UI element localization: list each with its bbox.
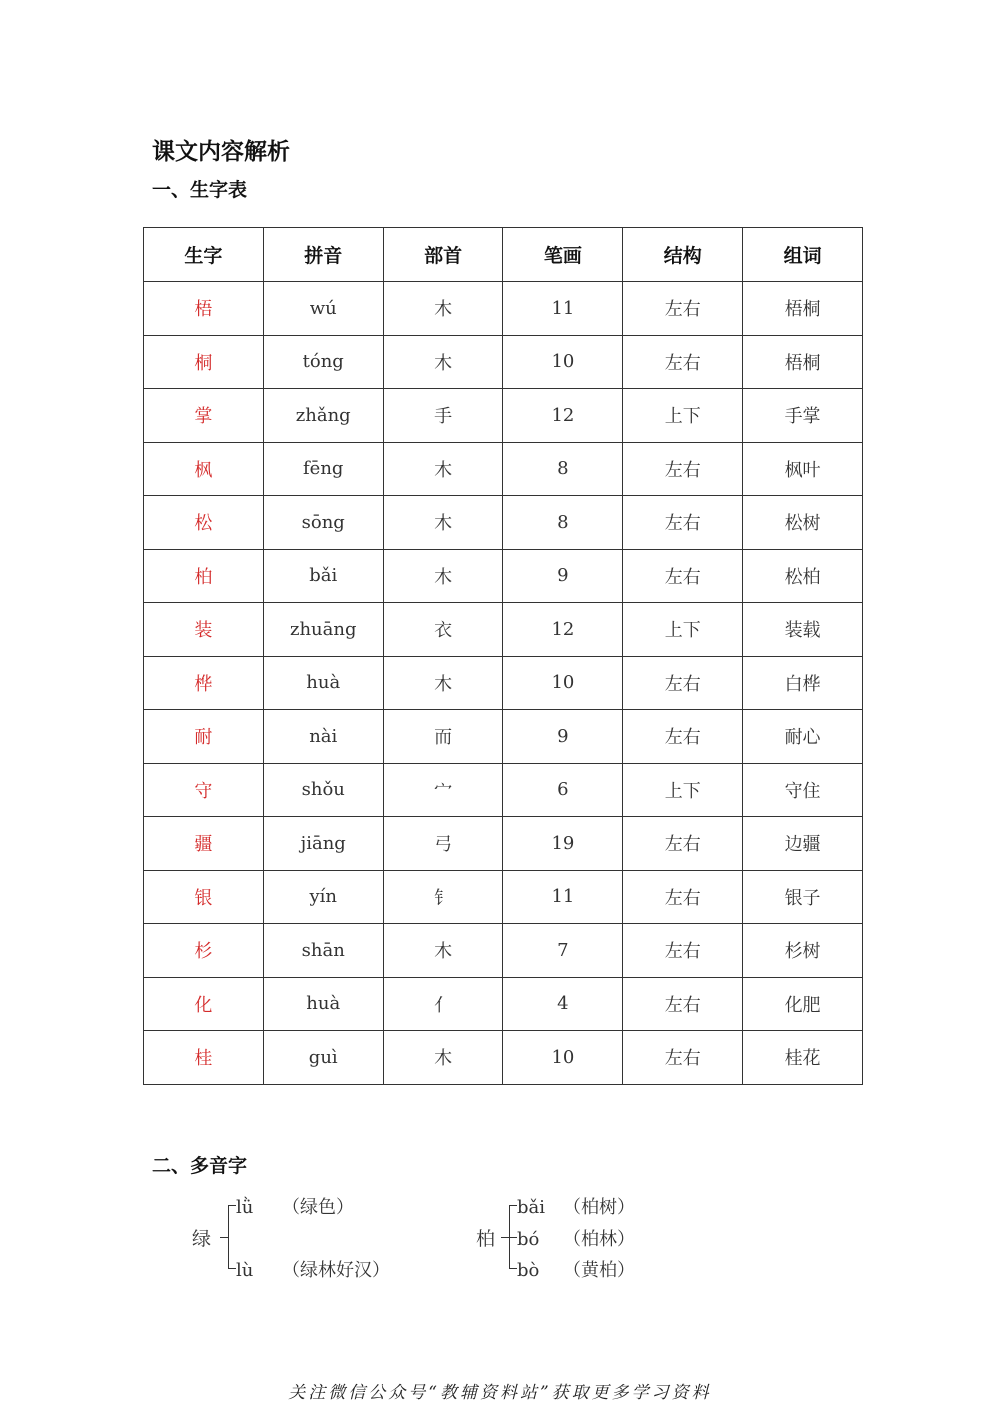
polyphone-group-lv xyxy=(190,1190,450,1286)
structure-cell: 上下 xyxy=(623,603,743,657)
word-cell: 化肥 xyxy=(743,977,863,1031)
char-cell: 疆 xyxy=(144,817,264,871)
polyphone-reading xyxy=(517,1225,635,1251)
table-row xyxy=(144,603,863,657)
pinyin: lù xyxy=(236,1260,254,1281)
radical-cell: 木 xyxy=(383,656,503,710)
word-cell: 桂花 xyxy=(743,1031,863,1085)
brace-icon xyxy=(228,1205,229,1269)
polyphone-reading xyxy=(517,1256,635,1282)
footer-notice: 关注微信公众号“教辅资料站”获取更多学习资料 xyxy=(288,1383,712,1403)
stroke-count-cell: 12 xyxy=(503,603,623,657)
word-cell: 白桦 xyxy=(743,656,863,710)
radical-cell: 手 xyxy=(383,389,503,443)
word-cell: 装载 xyxy=(743,603,863,657)
pinyin-cell: yín xyxy=(263,870,383,924)
structure-cell: 左右 xyxy=(623,442,743,496)
stroke-count-cell: 9 xyxy=(503,710,623,764)
pinyin-cell: jiāng xyxy=(263,817,383,871)
pinyin: bó xyxy=(517,1229,540,1250)
word-cell: 梧桐 xyxy=(743,282,863,336)
polyphone-reading xyxy=(517,1193,635,1219)
pinyin-cell: zhuāng xyxy=(263,603,383,657)
structure-cell: 上下 xyxy=(623,763,743,817)
radical-cell: 木 xyxy=(383,282,503,336)
pinyin-cell: shǒu xyxy=(263,763,383,817)
radical-cell: 弓 xyxy=(383,817,503,871)
radical-cell: 木 xyxy=(383,335,503,389)
word-cell: 边疆 xyxy=(743,817,863,871)
pinyin-cell: guì xyxy=(263,1031,383,1085)
table-row xyxy=(144,817,863,871)
word-cell: 梧桐 xyxy=(743,335,863,389)
stroke-count-cell: 10 xyxy=(503,1031,623,1085)
stroke-count-cell: 8 xyxy=(503,442,623,496)
char-cell: 掌 xyxy=(144,389,264,443)
pinyin-cell: shān xyxy=(263,924,383,978)
char-cell: 枫 xyxy=(144,442,264,496)
polyphone-group-bai xyxy=(476,1190,676,1286)
radical-cell: 木 xyxy=(383,924,503,978)
char-cell: 化 xyxy=(144,977,264,1031)
structure-cell: 左右 xyxy=(623,1031,743,1085)
header-cell: 笔画 xyxy=(503,228,623,282)
table-row xyxy=(144,496,863,550)
table-row xyxy=(144,335,863,389)
stroke-count-cell: 10 xyxy=(503,335,623,389)
radical-cell: 木 xyxy=(383,1031,503,1085)
char-cell: 桦 xyxy=(144,656,264,710)
pinyin-cell: wú xyxy=(263,282,383,336)
table-row xyxy=(144,442,863,496)
pinyin: lǜ xyxy=(236,1197,254,1218)
example-word: （绿色） xyxy=(282,1197,354,1218)
structure-cell: 左右 xyxy=(623,817,743,871)
table-row xyxy=(144,710,863,764)
page-title: 课文内容解析 xyxy=(152,139,290,165)
pinyin-cell: sōng xyxy=(263,496,383,550)
structure-cell: 左右 xyxy=(623,977,743,1031)
stroke-count-cell: 4 xyxy=(503,977,623,1031)
example-word: （柏林） xyxy=(563,1229,635,1250)
stroke-count-cell: 11 xyxy=(503,870,623,924)
pinyin: bǎi xyxy=(517,1197,546,1218)
pinyin-cell: zhǎng xyxy=(263,389,383,443)
section-title-polyphones: 二、多音字 xyxy=(152,1155,248,1177)
header-cell: 组词 xyxy=(743,228,863,282)
structure-cell: 左右 xyxy=(623,656,743,710)
table-row xyxy=(144,870,863,924)
stroke-count-cell: 11 xyxy=(503,282,623,336)
table-body xyxy=(144,282,863,1085)
structure-cell: 上下 xyxy=(623,389,743,443)
table-row xyxy=(144,977,863,1031)
structure-cell: 左右 xyxy=(623,710,743,764)
char-cell: 松 xyxy=(144,496,264,550)
stroke-count-cell: 10 xyxy=(503,656,623,710)
header-cell: 结构 xyxy=(623,228,743,282)
example-word: （绿林好汉） xyxy=(282,1260,390,1281)
pinyin-cell: bǎi xyxy=(263,549,383,603)
table-row xyxy=(144,1031,863,1085)
table-row xyxy=(144,763,863,817)
char-cell: 银 xyxy=(144,870,264,924)
word-cell: 松柏 xyxy=(743,549,863,603)
char-cell: 耐 xyxy=(144,710,264,764)
pinyin-cell: nài xyxy=(263,710,383,764)
polyphone-char: 柏 xyxy=(476,1228,496,1250)
stroke-count-cell: 6 xyxy=(503,763,623,817)
stroke-count-cell: 7 xyxy=(503,924,623,978)
char-cell: 装 xyxy=(144,603,264,657)
word-cell: 银子 xyxy=(743,870,863,924)
char-cell: 桂 xyxy=(144,1031,264,1085)
table-row xyxy=(144,656,863,710)
radical-cell: 木 xyxy=(383,442,503,496)
pinyin-cell: fēng xyxy=(263,442,383,496)
radical-cell: 宀 xyxy=(383,763,503,817)
stroke-count-cell: 12 xyxy=(503,389,623,443)
stroke-count-cell: 9 xyxy=(503,549,623,603)
char-cell: 守 xyxy=(144,763,264,817)
table-row xyxy=(144,924,863,978)
table-row xyxy=(144,549,863,603)
word-cell: 耐心 xyxy=(743,710,863,764)
word-cell: 松树 xyxy=(743,496,863,550)
header-cell: 生字 xyxy=(144,228,264,282)
char-cell: 杉 xyxy=(144,924,264,978)
radical-cell: 亻 xyxy=(383,977,503,1031)
structure-cell: 左右 xyxy=(623,335,743,389)
polyphone-reading xyxy=(236,1193,354,1219)
radical-cell: 衣 xyxy=(383,603,503,657)
character-table xyxy=(143,227,863,1085)
header-cell: 拼音 xyxy=(263,228,383,282)
structure-cell: 左右 xyxy=(623,870,743,924)
table-row xyxy=(144,389,863,443)
word-cell: 守住 xyxy=(743,763,863,817)
structure-cell: 左右 xyxy=(623,549,743,603)
table-header-row xyxy=(144,228,863,282)
header-cell: 部首 xyxy=(383,228,503,282)
structure-cell: 左右 xyxy=(623,282,743,336)
radical-cell: 钅 xyxy=(383,870,503,924)
example-word: （柏树） xyxy=(563,1197,635,1218)
stroke-count-cell: 8 xyxy=(503,496,623,550)
radical-cell: 而 xyxy=(383,710,503,764)
radical-cell: 木 xyxy=(383,549,503,603)
polyphone-char: 绿 xyxy=(192,1228,212,1250)
char-cell: 梧 xyxy=(144,282,264,336)
pinyin-cell: huà xyxy=(263,656,383,710)
structure-cell: 左右 xyxy=(623,496,743,550)
pinyin-cell: tóng xyxy=(263,335,383,389)
structure-cell: 左右 xyxy=(623,924,743,978)
brace-icon xyxy=(509,1205,510,1269)
polyphone-reading xyxy=(236,1256,390,1282)
char-cell: 桐 xyxy=(144,335,264,389)
radical-cell: 木 xyxy=(383,496,503,550)
pinyin-cell: huà xyxy=(263,977,383,1031)
table-row xyxy=(144,282,863,336)
word-cell: 枫叶 xyxy=(743,442,863,496)
section-title-char-table: 一、生字表 xyxy=(152,179,248,201)
word-cell: 杉树 xyxy=(743,924,863,978)
word-cell: 手掌 xyxy=(743,389,863,443)
example-word: （黄柏） xyxy=(563,1260,635,1281)
pinyin: bò xyxy=(517,1260,540,1281)
stroke-count-cell: 19 xyxy=(503,817,623,871)
char-cell: 柏 xyxy=(144,549,264,603)
